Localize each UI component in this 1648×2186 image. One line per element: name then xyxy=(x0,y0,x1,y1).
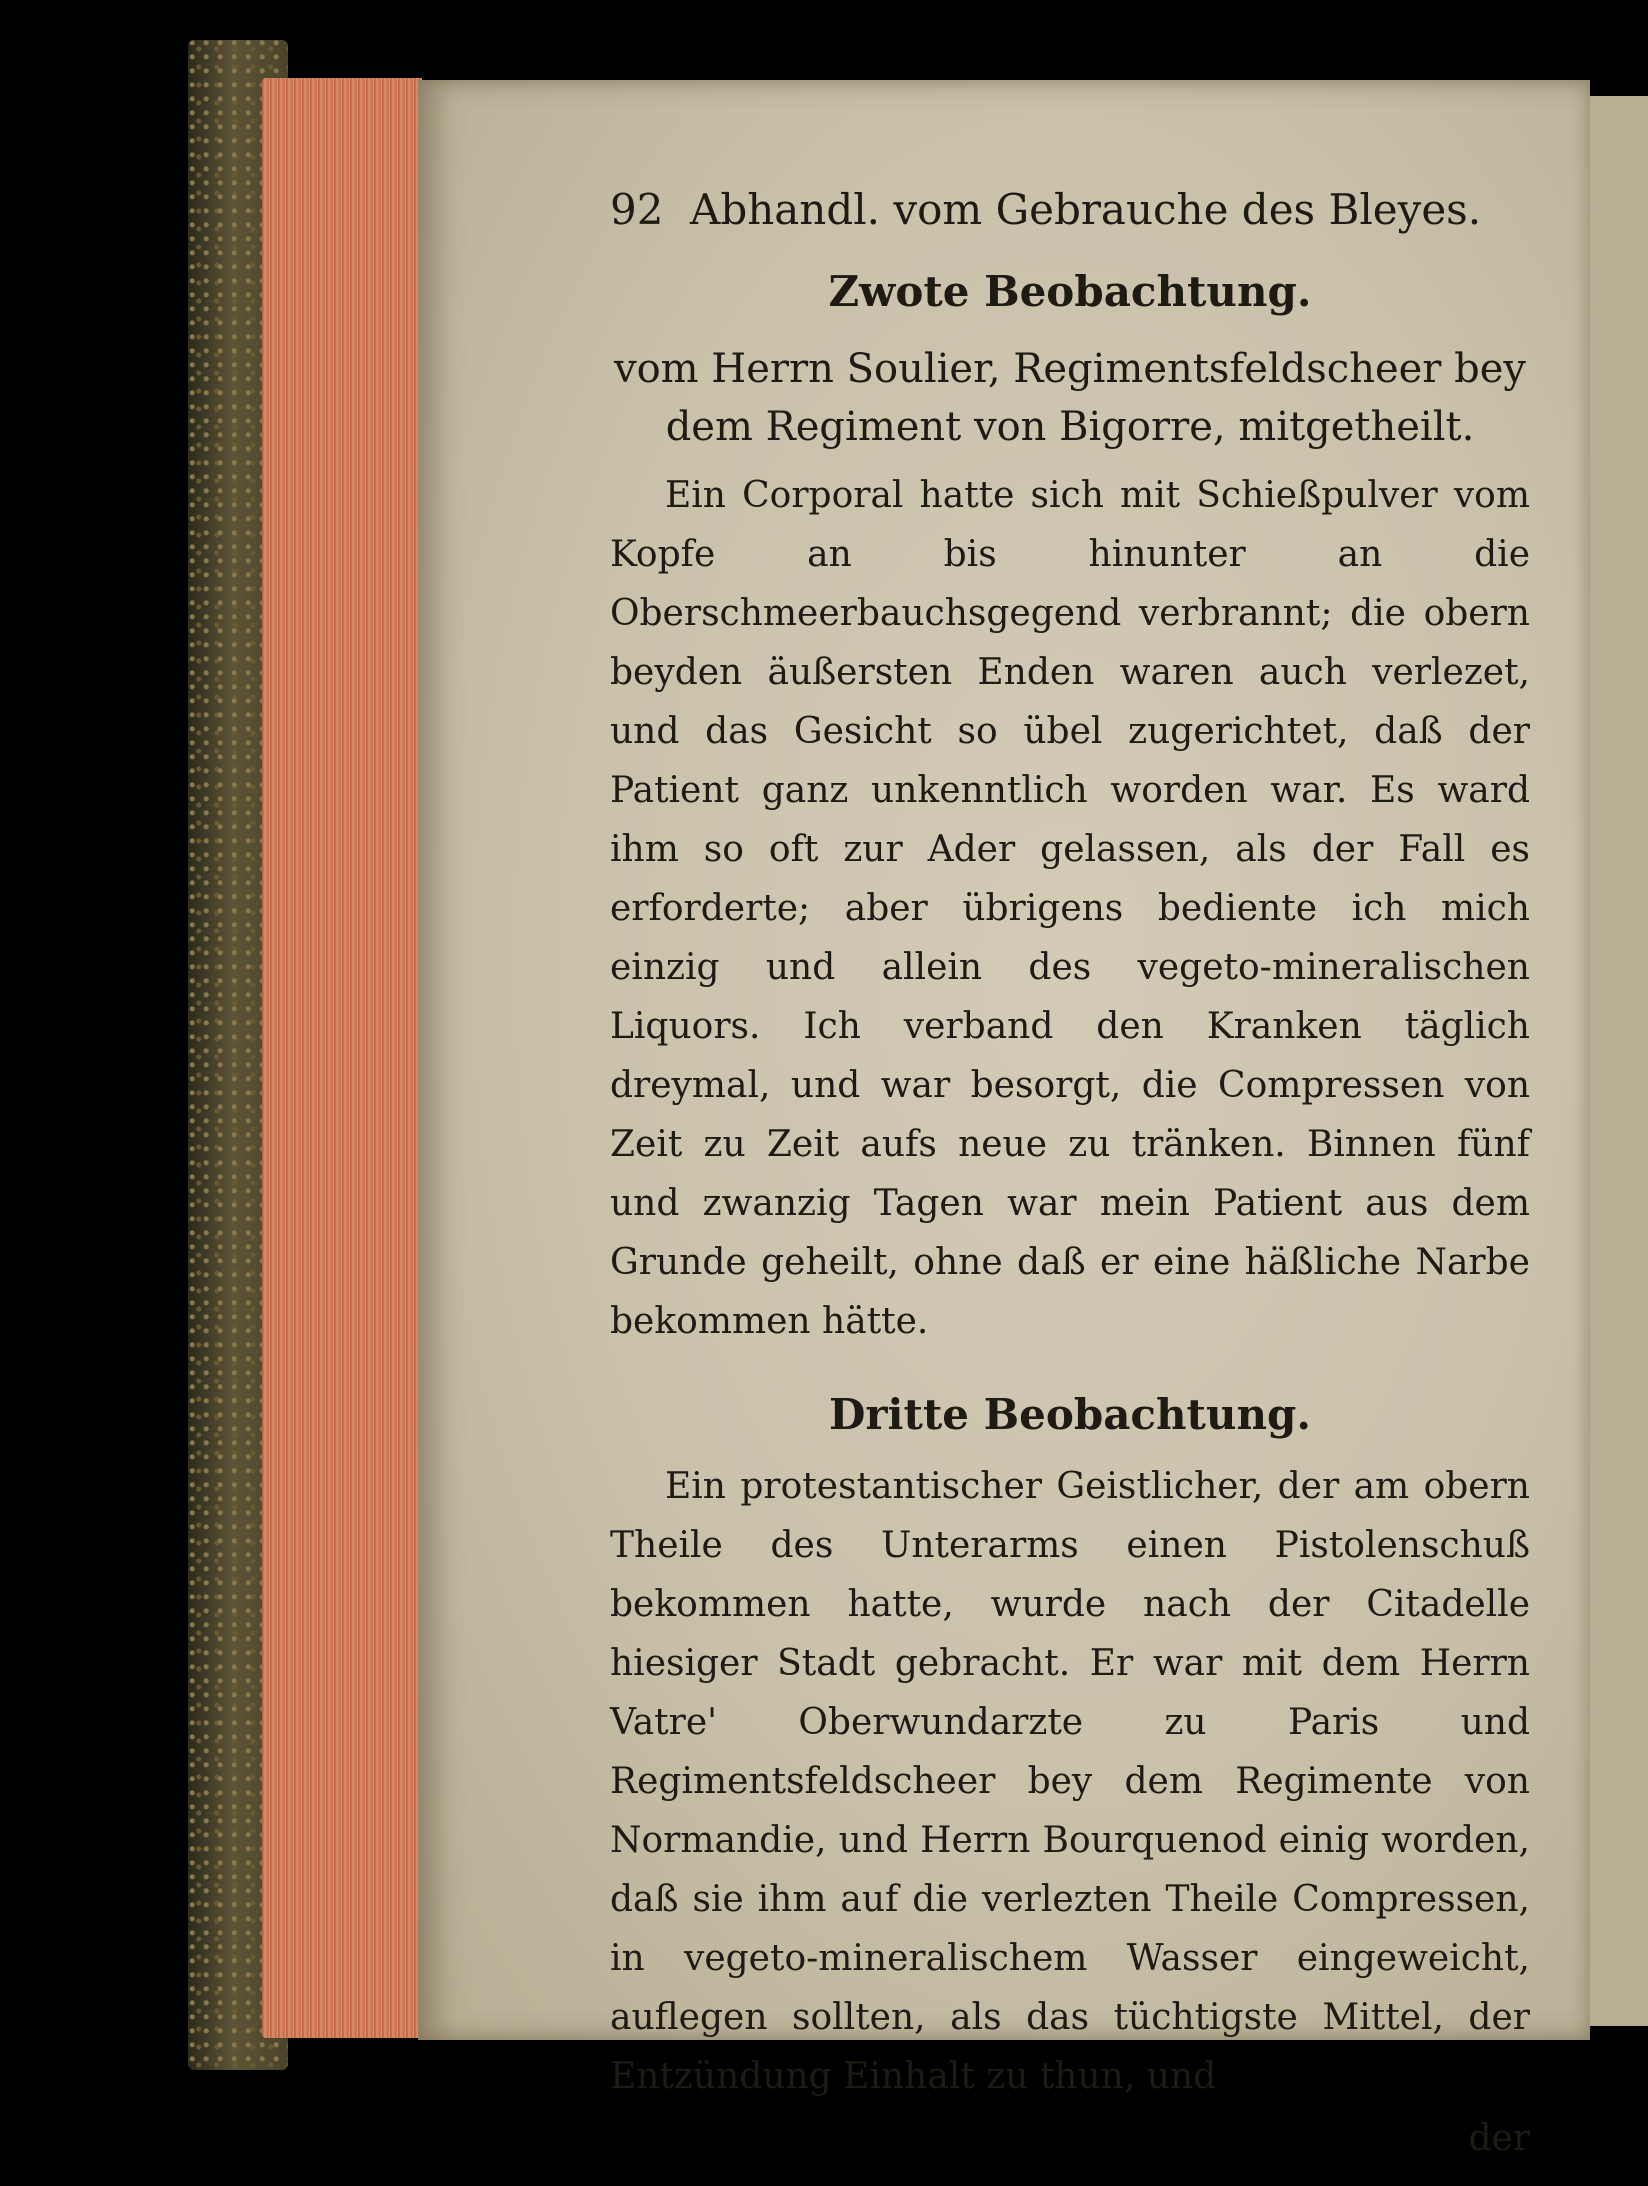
catchword: der xyxy=(1468,2118,1530,2159)
observation-two-text: Ein Corporal hatte sich mit Schießpulver vom Kopfe an bis hinunter an die Oberschmeerbauchsgegend verbrannt; die obern beyden äußersten Enden waren auch verlezet, und das Gesicht so übel zugerichtet, daß der Patient ganz unkenntlich worden war. Es ward ihm so oft zur Ader gelassen, als der Fall es erforderte; aber übrigens bediente ich mich einzig und allein des vegeto-mineralischen Liquors. Ich verband den Kranken täglich dreymal, und war besorgt, die Compressen von Zeit zu Zeit aufs neue zu tränken. Binnen fünf und zwanzig Tagen war mein Patient aus dem Grunde geheilt, ohne daß er eine häßliche Narbe bekommen hätte. xyxy=(610,475,1530,1342)
section-heading-dritte: Dritte Beobachtung. xyxy=(828,1390,1312,1439)
page-text xyxy=(610,170,1530,2168)
running-title: Abhandl. vom Gebrauche des Bleyes. xyxy=(690,185,1482,234)
page-edges xyxy=(262,78,422,2038)
observation-three-text: Ein protestantischer Geistlicher, der am obern Theile des Unterarms einen Pistolenschuß bekommen hatte, wurde nach der Citadelle hiesiger Stadt gebracht. Er war mit dem Herrn Vatre' Oberwundarzte zu Paris und Regimentsfeldscheer bey dem Regimente von Normandie, und Herrn Bourquenod einig worden, daß sie ihm auf die verlezten Theile Compressen, in vegeto-mineralischem Wasser eingeweicht, auflegen sollten, als das tüchtigste Mittel, der Entzündung Einhalt zu thun, und xyxy=(610,1466,1530,2097)
section-heading-zwote: Zwote Beobachtung. xyxy=(828,267,1312,316)
section-subheading: vom Herrn Soulier, Regimentsfeldscheer bey dem Regiment von Bigorre, mitgetheilt. xyxy=(613,346,1527,450)
facing-page-edge xyxy=(1590,96,1648,2026)
page-number: 92 xyxy=(610,185,664,234)
page-header xyxy=(610,170,1530,250)
